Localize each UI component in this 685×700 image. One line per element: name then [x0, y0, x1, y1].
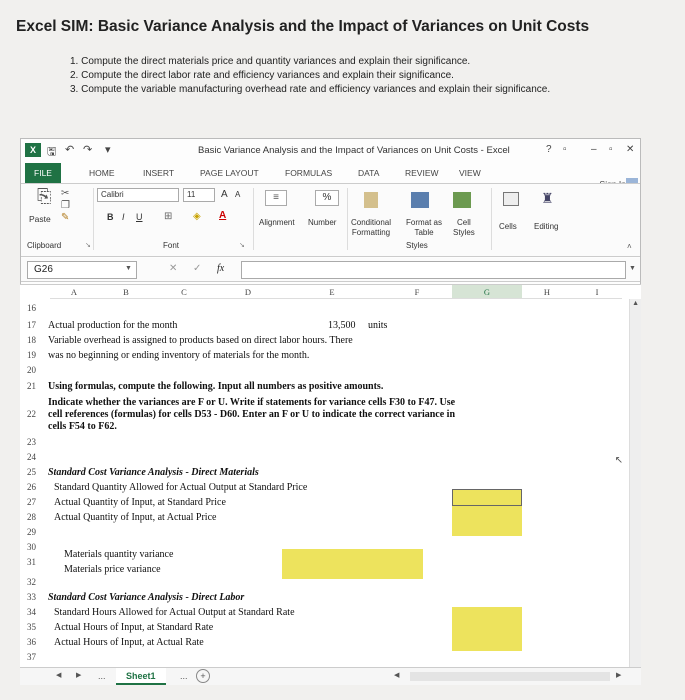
row-number[interactable]: 19	[27, 350, 36, 360]
cell-styles-button[interactable]: Cell Styles	[453, 218, 475, 237]
conditional-formatting-button[interactable]: Conditional Formatting	[351, 218, 392, 237]
cancel-icon[interactable]: ✕	[169, 263, 178, 274]
row-number[interactable]: 35	[27, 622, 36, 632]
cell-text[interactable]: Actual Quantity of Input, at Actual Price	[54, 512, 217, 523]
scroll-right-icon[interactable]: ▶	[616, 672, 622, 679]
ribbon-display-icon[interactable]: ▫	[563, 144, 567, 155]
row-number[interactable]: 20	[27, 365, 36, 375]
window-title: Basic Variance Analysis and the Impact of Variances on Unit Costs - Excel	[198, 145, 510, 156]
column-header-f[interactable]: F	[382, 285, 452, 299]
row-number[interactable]: 30	[27, 542, 36, 552]
tab-data[interactable]: DATA	[358, 168, 380, 178]
enter-icon[interactable]: ✓	[193, 263, 202, 274]
dialog-launcher-icon[interactable]: ↘	[239, 242, 245, 249]
row-number[interactable]: 17	[27, 320, 36, 330]
group-separator	[347, 188, 348, 250]
cell-text[interactable]: Actual Quantity of Input, at Standard Price	[54, 497, 226, 508]
help-button[interactable]: ?	[546, 144, 552, 155]
scroll-up-icon[interactable]: ▲	[632, 300, 639, 307]
instructions-list	[70, 55, 550, 97]
fill-color-icon[interactable]: ◈	[193, 211, 201, 222]
cell-text[interactable]: Standard Hours Allowed for Actual Output at Standard Rate	[54, 607, 295, 618]
cell-text[interactable]: Standard Cost Variance Analysis - Direct Materials	[48, 467, 259, 478]
group-separator	[491, 188, 492, 250]
row-number[interactable]: 23	[27, 437, 36, 447]
row-number[interactable]: 31	[27, 557, 36, 567]
conditional-formatting-icon[interactable]	[364, 192, 378, 208]
row-number[interactable]: 29	[27, 527, 36, 537]
chevron-down-icon[interactable]: ▼	[125, 265, 132, 272]
prev-sheet-icon[interactable]: ◀	[56, 672, 62, 679]
row-number[interactable]: 24	[27, 452, 36, 462]
instruction-item: 2. Compute the direct labor rate and efficiency variances and explain their significance.	[70, 70, 454, 81]
cell-text[interactable]: cell references (formulas) for cells D53 - D60. Enter an F or U to indicate the correct variance in	[48, 409, 456, 420]
paste-icon[interactable]: ⎘	[37, 186, 52, 206]
cell-text[interactable]: Materials price variance	[64, 564, 161, 575]
worksheet[interactable]	[20, 284, 641, 667]
collapse-ribbon-icon[interactable]: ˄	[627, 242, 632, 251]
borders-icon[interactable]: ⊞	[164, 211, 173, 222]
cell-text[interactable]: Using formulas, compute the following. Input all numbers as positive amounts.	[48, 381, 384, 392]
tab-insert[interactable]: INSERT	[143, 168, 175, 178]
grow-font-button[interactable]: A	[221, 189, 228, 200]
column-header-i[interactable]: I	[572, 285, 622, 299]
shrink-font-button[interactable]: A	[235, 190, 241, 199]
scroll-left-icon[interactable]: ◀	[394, 672, 400, 679]
format-painter-icon[interactable]: ✎	[61, 212, 70, 223]
tab-file[interactable]: FILE	[25, 163, 61, 183]
font-name-select[interactable]: Calibri	[97, 188, 179, 202]
column-header-h[interactable]: H	[522, 285, 572, 299]
tab-home[interactable]: HOME	[89, 168, 115, 178]
dialog-launcher-icon[interactable]: ↘	[85, 242, 91, 249]
input-cell-f30-f31[interactable]	[282, 549, 423, 579]
minimize-button[interactable]: –	[591, 144, 597, 155]
input-cell-g27-g28[interactable]	[452, 506, 522, 536]
formula-input[interactable]	[241, 261, 626, 279]
cell-text[interactable]: Variable overhead is assigned to products based on direct labor hours. There	[48, 335, 353, 346]
undo-icon[interactable]: ↶	[65, 144, 75, 156]
cell-text[interactable]: cells F54 to F62.	[48, 421, 117, 432]
group-separator	[93, 188, 94, 250]
quick-access-icon[interactable]: ▾	[105, 144, 111, 156]
save-icon[interactable]: 🖫	[47, 146, 57, 158]
ribbon-tabs	[21, 163, 640, 183]
row-number[interactable]: 22	[27, 409, 36, 419]
cell-text[interactable]: Actual Hours of Input, at Actual Rate	[54, 637, 204, 648]
cells-button[interactable]: Cells	[499, 222, 517, 231]
percent-icon[interactable]: %	[315, 190, 339, 206]
row-number[interactable]: 18	[27, 335, 36, 345]
italic-button[interactable]: I	[122, 212, 125, 222]
format-as-table-icon[interactable]	[411, 192, 429, 208]
column-header-d[interactable]: D	[214, 285, 282, 299]
cells-icon[interactable]	[503, 192, 519, 206]
cell-text[interactable]: Materials quantity variance	[64, 549, 174, 560]
row-number[interactable]: 28	[27, 512, 36, 522]
name-box[interactable]: G26	[27, 261, 137, 279]
row-number[interactable]: 36	[27, 637, 36, 647]
title-bar	[21, 139, 640, 163]
paste-button[interactable]: Paste	[29, 214, 51, 224]
more-sheets-button[interactable]: ...	[180, 671, 188, 681]
column-header-g[interactable]: G	[452, 285, 522, 299]
horizontal-scrollbar[interactable]	[410, 672, 610, 681]
font-group-label: Font	[163, 241, 180, 250]
column-header-e[interactable]: E	[282, 285, 382, 299]
sheet-tab-bar	[20, 667, 641, 685]
excel-logo-icon: X	[25, 143, 41, 157]
tab-view[interactable]: VIEW	[459, 168, 481, 178]
group-separator	[253, 188, 254, 250]
row-number[interactable]: 21	[27, 381, 36, 391]
editing-icon[interactable]: ♜	[541, 190, 554, 206]
row-number[interactable]: 16	[27, 303, 36, 313]
add-sheet-button[interactable]: +	[196, 669, 210, 683]
instruction-item: 3. Compute the variable manufacturing overhead rate and efficiency variances and explain their significance.	[70, 84, 551, 95]
row-number[interactable]: 32	[27, 577, 36, 587]
cursor-icon: ↖	[614, 455, 623, 466]
cell-text[interactable]: Indicate whether the variances are F or U. Write if statements for variance cells F30 to F47. Use	[48, 397, 456, 408]
chevron-down-icon[interactable]: ▼	[629, 265, 636, 272]
styles-group-label: Styles	[406, 241, 428, 250]
cut-icon[interactable]: ✂	[61, 188, 70, 199]
row-number[interactable]: 27	[27, 497, 36, 507]
copy-icon[interactable]: ❐	[61, 200, 70, 211]
sheet-tab-sheet1[interactable]: Sheet1	[116, 668, 166, 685]
row-number[interactable]: 34	[27, 607, 36, 617]
editing-button[interactable]: Editing	[534, 222, 559, 231]
input-cell-g26[interactable]	[452, 489, 522, 506]
more-sheets-button[interactable]: ...	[98, 671, 106, 681]
underline-button[interactable]: U	[136, 212, 143, 222]
cell-text[interactable]: units	[368, 320, 388, 331]
maximize-button[interactable]: ▫	[609, 144, 613, 155]
cell-text[interactable]: was no beginning or ending inventory of materials for the month.	[48, 350, 310, 361]
tab-page-layout[interactable]: PAGE LAYOUT	[200, 168, 259, 178]
clipboard-group-label: Clipboard	[27, 241, 62, 250]
row-number[interactable]: 25	[27, 467, 36, 477]
cell-text[interactable]: Actual production for the month	[48, 320, 178, 331]
number-format-button[interactable]: Number	[308, 218, 337, 227]
instruction-item: 1. Compute the direct materials price and quantity variances and explain their significance.	[70, 56, 471, 67]
cell-text[interactable]: Standard Quantity Allowed for Actual Output at Standard Price	[54, 482, 308, 493]
tab-review[interactable]: REVIEW	[405, 168, 439, 178]
ribbon	[21, 183, 640, 257]
column-header-a[interactable]: A	[50, 285, 98, 299]
cell-text[interactable]: Standard Cost Variance Analysis - Direct Labor	[48, 592, 245, 603]
formula-bar	[21, 258, 640, 282]
page-title: Excel SIM: Basic Variance Analysis and the Impact of Variances on Unit Costs	[16, 18, 590, 35]
tab-formulas[interactable]: FORMULAS	[285, 168, 333, 178]
font-color-icon[interactable]: A	[219, 210, 227, 221]
font-size-select[interactable]: 11	[183, 188, 215, 202]
bold-button[interactable]: B	[107, 212, 114, 222]
input-cell-g34-g36[interactable]	[452, 607, 522, 651]
alignment-icon[interactable]: ≡	[265, 190, 287, 206]
format-as-table-button[interactable]: Format as Table	[406, 218, 443, 237]
cell-text[interactable]: Actual Hours of Input, at Standard Rate	[54, 622, 214, 633]
redo-icon[interactable]: ↷	[83, 144, 93, 156]
next-sheet-icon[interactable]: ▶	[76, 672, 82, 679]
cell-styles-icon[interactable]	[453, 192, 471, 208]
column-header-b[interactable]: B	[98, 285, 154, 299]
alignment-button[interactable]: Alignment	[259, 218, 295, 227]
vertical-scrollbar[interactable]	[629, 299, 641, 668]
row-number[interactable]: 26	[27, 482, 36, 492]
row-number[interactable]: 37	[27, 652, 36, 662]
row-number[interactable]: 33	[27, 592, 36, 602]
cell-value[interactable]: 13,500	[328, 320, 356, 331]
insert-function-icon[interactable]: fx	[217, 263, 225, 274]
column-header-c[interactable]: C	[154, 285, 214, 299]
close-button[interactable]: ✕	[626, 144, 635, 155]
